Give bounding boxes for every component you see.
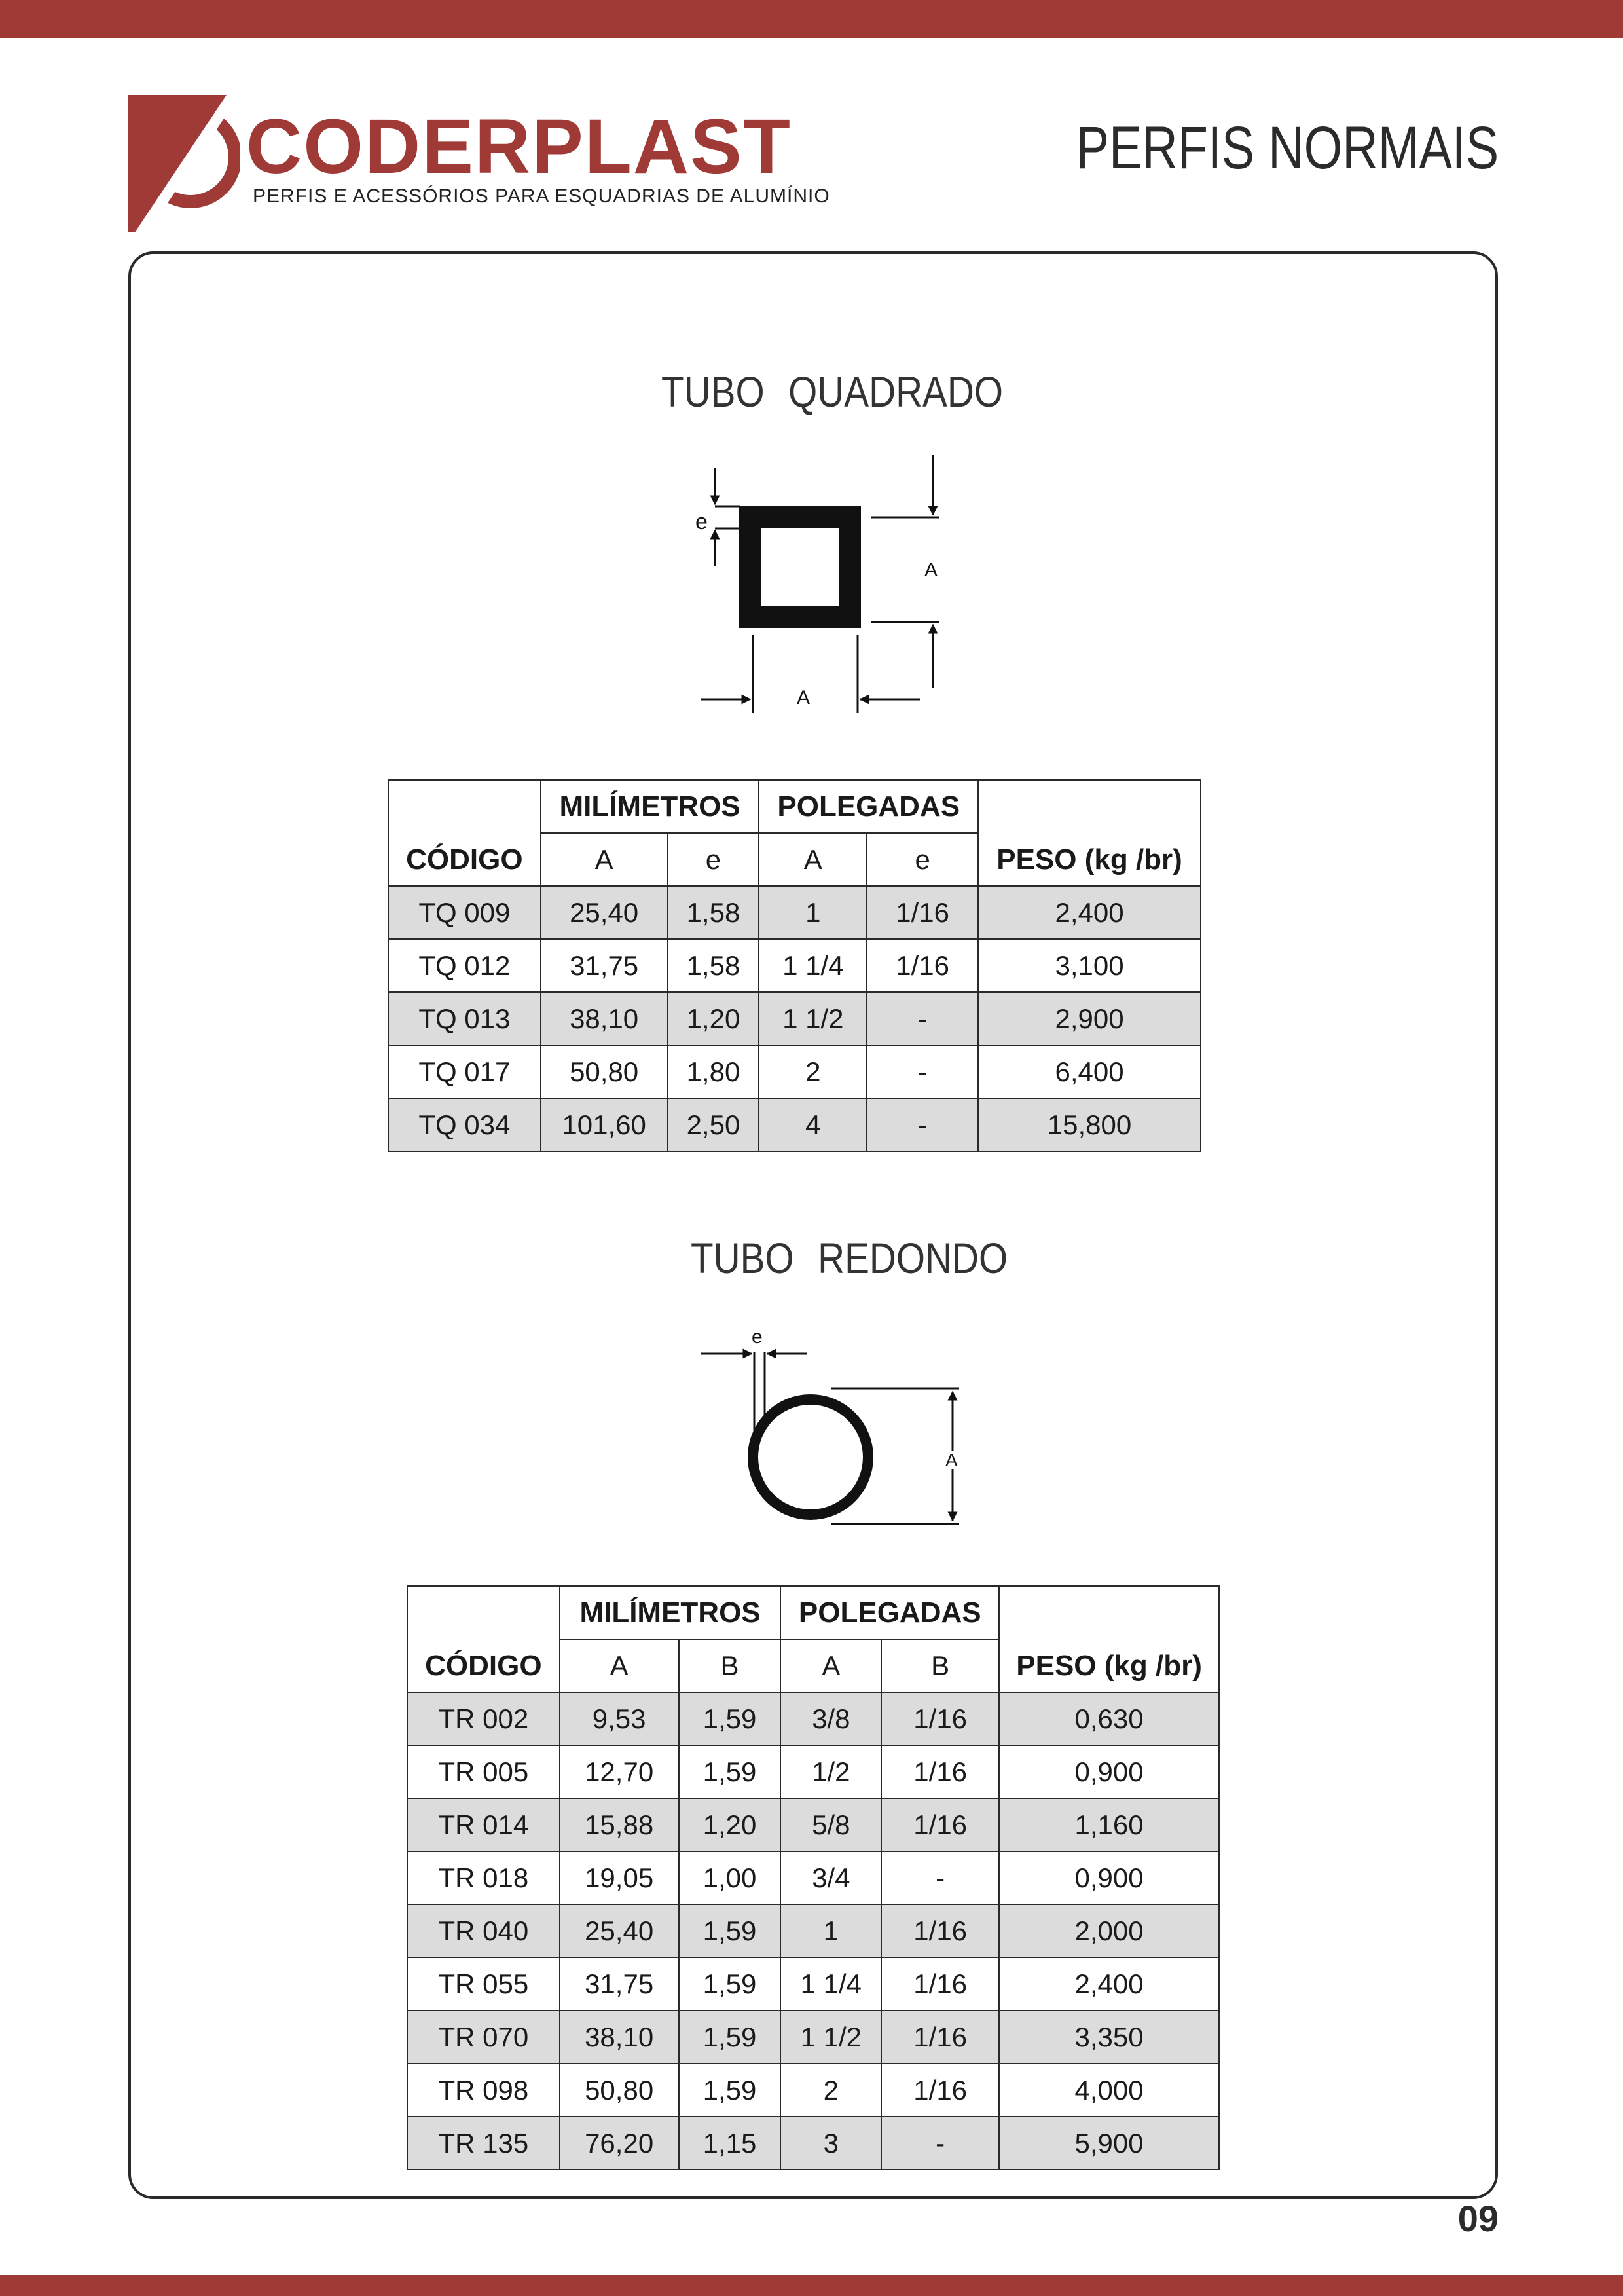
cell-in-a: 3/8	[780, 1692, 881, 1745]
diameter-label: A	[945, 1450, 958, 1470]
cell-mm-e: 2,50	[668, 1098, 759, 1151]
cell-codigo: TQ 034	[388, 1098, 541, 1151]
subheader-in-a: A	[780, 1639, 881, 1692]
cell-in-a: 1/2	[780, 1745, 881, 1798]
thickness-label: e	[752, 1326, 763, 1348]
cell-in-a: 1 1/2	[759, 992, 867, 1045]
table-row	[388, 1045, 1201, 1098]
cell-mm-e: 1,58	[668, 939, 759, 992]
cell-in-a: 3/4	[780, 1851, 881, 1904]
cell-in-a: 1 1/2	[780, 2010, 881, 2064]
cell-peso: 4,000	[999, 2064, 1219, 2117]
cell-in-b: 1/16	[881, 1692, 999, 1745]
cell-codigo: TR 098	[407, 2064, 560, 2117]
section-title-tubo-redondo: TUBO REDONDO	[691, 1234, 1008, 1282]
header-codigo: CÓDIGO	[407, 1586, 560, 1692]
cell-codigo: TR 002	[407, 1692, 560, 1745]
brand-name: CODERPLAST	[246, 103, 792, 190]
cell-mm-a: 31,75	[541, 939, 668, 992]
brand-logo	[128, 95, 830, 239]
cell-peso: 6,400	[978, 1045, 1201, 1098]
cell-peso: 2,000	[999, 1904, 1219, 1957]
cell-mm-e: 1,80	[668, 1045, 759, 1098]
cell-in-b: -	[881, 2117, 999, 2170]
cell-mm-a: 15,88	[560, 1798, 679, 1851]
cell-peso: 2,400	[999, 1957, 1219, 2010]
cell-mm-a: 38,10	[560, 2010, 679, 2064]
top-band	[0, 0, 1623, 38]
cell-mm-b: 1,59	[679, 2010, 781, 2064]
table-row	[388, 1098, 1201, 1151]
table-row	[407, 2064, 1219, 2117]
cell-peso: 15,800	[978, 1098, 1201, 1151]
cell-peso: 5,900	[999, 2117, 1219, 2170]
cell-mm-a: 25,40	[560, 1904, 679, 1957]
table-row	[388, 886, 1201, 939]
cell-in-a: 1	[780, 1904, 881, 1957]
section-title-tubo-quadrado: TUBO QUADRADO	[661, 367, 1004, 416]
cell-peso: 0,630	[999, 1692, 1219, 1745]
cell-mm-b: 1,59	[679, 1692, 781, 1745]
brand-tagline: PERFIS E ACESSÓRIOS PARA ESQUADRIAS DE ALUMÍNIO	[253, 185, 830, 207]
cell-codigo: TR 135	[407, 2117, 560, 2170]
cell-peso: 0,900	[999, 1851, 1219, 1904]
cell-mm-a: 12,70	[560, 1745, 679, 1798]
header-polegadas: POLEGADAS	[759, 780, 978, 833]
cell-mm-b: 1,59	[679, 1745, 781, 1798]
header-milimetros: MILÍMETROS	[541, 780, 759, 833]
cell-mm-a: 19,05	[560, 1851, 679, 1904]
cell-in-b: 1/16	[881, 1798, 999, 1851]
cell-mm-b: 1,59	[679, 2064, 781, 2117]
cell-in-a: 2	[759, 1045, 867, 1098]
cell-codigo: TR 070	[407, 2010, 560, 2064]
cell-in-a: 3	[780, 2117, 881, 2170]
cell-peso: 0,900	[999, 1745, 1219, 1798]
cell-codigo: TR 018	[407, 1851, 560, 1904]
subheader-mm-a: A	[560, 1639, 679, 1692]
cell-in-b: 1/16	[881, 2064, 999, 2117]
cell-mm-e: 1,58	[668, 886, 759, 939]
cell-mm-a: 31,75	[560, 1957, 679, 2010]
table-row	[388, 992, 1201, 1045]
subheader-mm-e: e	[668, 833, 759, 886]
cell-codigo: TR 014	[407, 1798, 560, 1851]
cell-in-b: 1/16	[881, 2010, 999, 2064]
cell-in-e: 1/16	[867, 886, 978, 939]
cell-peso: 3,100	[978, 939, 1201, 992]
cell-in-a: 2	[780, 2064, 881, 2117]
cell-codigo: TR 005	[407, 1745, 560, 1798]
cell-in-b: 1/16	[881, 1745, 999, 1798]
cell-in-e: -	[867, 1098, 978, 1151]
cell-in-b: 1/16	[881, 1957, 999, 2010]
tubo-redondo-table	[407, 1585, 1220, 2170]
cell-in-b: 1/16	[881, 1904, 999, 1957]
cell-in-e: -	[867, 992, 978, 1045]
cell-in-e: -	[867, 1045, 978, 1098]
table-row	[407, 1851, 1219, 1904]
page-number: 09	[1457, 2198, 1499, 2239]
thickness-label: e	[695, 509, 708, 534]
table-row	[407, 2117, 1219, 2170]
cell-mm-a: 50,80	[560, 2064, 679, 2117]
cell-codigo: TQ 013	[388, 992, 541, 1045]
cell-mm-a: 50,80	[541, 1045, 668, 1098]
cell-in-a: 1	[759, 886, 867, 939]
header-milimetros: MILÍMETROS	[560, 1586, 781, 1639]
cell-in-e: 1/16	[867, 939, 978, 992]
table-row	[407, 1957, 1219, 2010]
subheader-in-e: e	[867, 833, 978, 886]
cell-mm-a: 38,10	[541, 992, 668, 1045]
cell-mm-a: 25,40	[541, 886, 668, 939]
header-codigo: CÓDIGO	[388, 780, 541, 886]
cell-peso: 1,160	[999, 1798, 1219, 1851]
table-row	[407, 1745, 1219, 1798]
cell-in-a: 1 1/4	[780, 1957, 881, 2010]
round-tube-diagram	[694, 1320, 969, 1542]
side-label: A	[924, 559, 938, 581]
cell-in-a: 5/8	[780, 1798, 881, 1851]
subheader-mm-b: B	[679, 1639, 781, 1692]
cell-mm-a: 76,20	[560, 2117, 679, 2170]
cell-codigo: TQ 012	[388, 939, 541, 992]
table-row	[388, 939, 1201, 992]
cell-in-a: 1 1/4	[759, 939, 867, 992]
tubo-quadrado-table	[388, 779, 1201, 1152]
cell-codigo: TQ 009	[388, 886, 541, 939]
table-row	[407, 1904, 1219, 1957]
cell-in-a: 4	[759, 1098, 867, 1151]
cell-mm-b: 1,59	[679, 1904, 781, 1957]
cell-in-b: -	[881, 1851, 999, 1904]
table-row	[407, 2010, 1219, 2064]
width-label: A	[797, 687, 811, 709]
square-tube-diagram	[681, 452, 969, 720]
cell-mm-b: 1,59	[679, 1957, 781, 2010]
bottom-band	[0, 2275, 1623, 2296]
cell-mm-e: 1,20	[668, 992, 759, 1045]
subheader-in-a: A	[759, 833, 867, 886]
cell-mm-a: 101,60	[541, 1098, 668, 1151]
page-title: PERFIS NORMAIS	[1076, 115, 1499, 181]
subheader-in-b: B	[881, 1639, 999, 1692]
logo-mark-icon	[128, 95, 240, 239]
cell-codigo: TR 055	[407, 1957, 560, 2010]
cell-peso: 2,900	[978, 992, 1201, 1045]
cell-mm-b: 1,00	[679, 1851, 781, 1904]
table-row	[407, 1692, 1219, 1745]
header-polegadas: POLEGADAS	[780, 1586, 999, 1639]
cell-mm-a: 9,53	[560, 1692, 679, 1745]
subheader-mm-a: A	[541, 833, 668, 886]
table-row	[407, 1798, 1219, 1851]
cell-peso: 3,350	[999, 2010, 1219, 2064]
cell-mm-b: 1,20	[679, 1798, 781, 1851]
header-peso: PESO (kg /br)	[978, 780, 1201, 886]
cell-codigo: TQ 017	[388, 1045, 541, 1098]
cell-codigo: TR 040	[407, 1904, 560, 1957]
cell-peso: 2,400	[978, 886, 1201, 939]
cell-mm-b: 1,15	[679, 2117, 781, 2170]
header-peso: PESO (kg /br)	[999, 1586, 1219, 1692]
